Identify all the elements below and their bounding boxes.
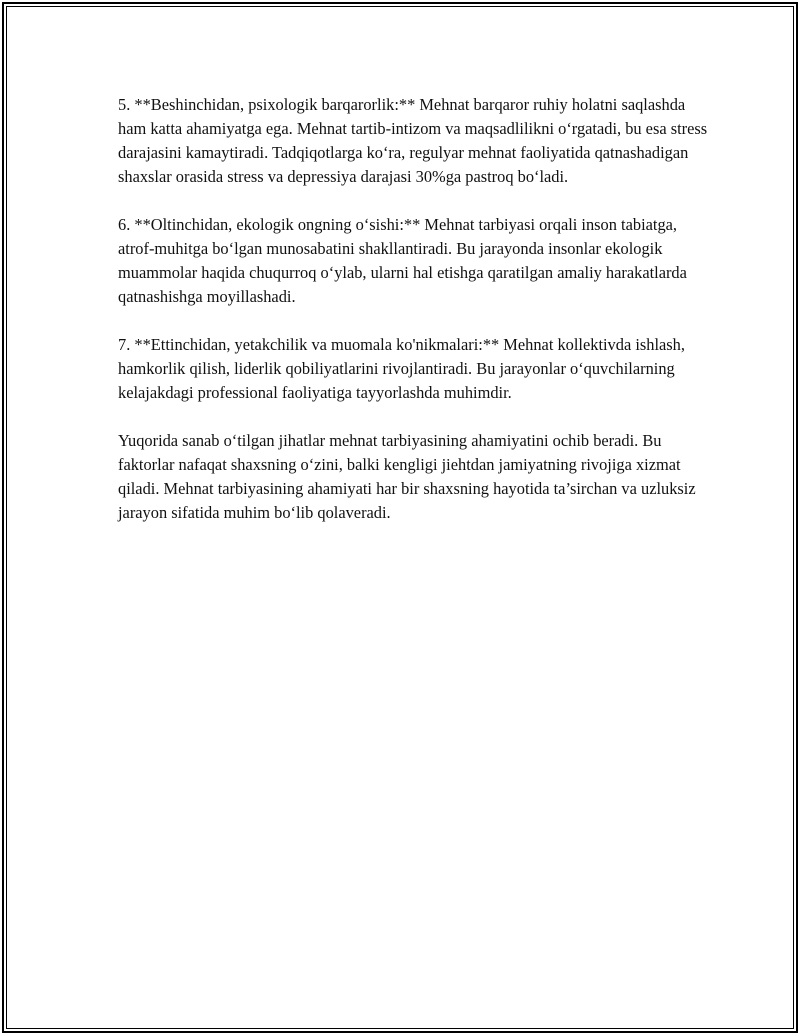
paragraph-conclusion: Yuqorida sanab o‘tilgan jihatlar mehnat tarbiyasining ahamiyatini ochib beradi. Bu faktorlar nafaqat shaxsning o‘zini, balki kengligi jiehtdan jamiyatning rivojiga xizmat qiladi. Mehnat tarbiyasining ahamiyati har bir shaxsning hayotida ta’sirchan va uzluksiz jarayon sifatida muhim bo‘lib qolaveradi. — [118, 431, 696, 522]
paragraph-ecological-awareness: 6. **Oltinchidan, ekologik ongning o‘sishi:** Mehnat tarbiyasi orqali inson tabiatga, atrof-muhitga bo‘lgan munosabatini shakllantiradi. Bu jarayonda insonlar ekologik muammolar haqida chuqurroq o‘ylab, ularni hal etishga qaratilgan amaliy harakatlarda qatnashishga moyillashadi. — [118, 215, 687, 306]
paragraph-psychological-stability: 5. **Beshinchidan, psixologik barqarorlik:** Mehnat barqaror ruhiy holatni saqlashda ham katta ahamiyatga ega. Mehnat tartib-intizom va maqsadlilikni o‘rgatadi, bu esa stress darajasini kamaytiradi. Tadqiqotlarga ko‘ra, regulyar mehnat faoliyatida qatnashadigan shaxslar orasida stress va depressiya darajasi 30%ga pastroq bo‘ladi. — [118, 95, 708, 186]
paragraph-leadership-skills: 7. **Ettinchidan, yetakchilik va muomala ko'nikmalari:** Mehnat kollektivda ishlash, hamkorlik qilish, liderlik qobiliyatlarini rivojlantiradi. Bu jarayonlar o‘quvchilarning kelajakdagi professional faoliyatiga tayyorlashda muhimdir. — [118, 335, 685, 402]
document-body — [118, 93, 708, 549]
